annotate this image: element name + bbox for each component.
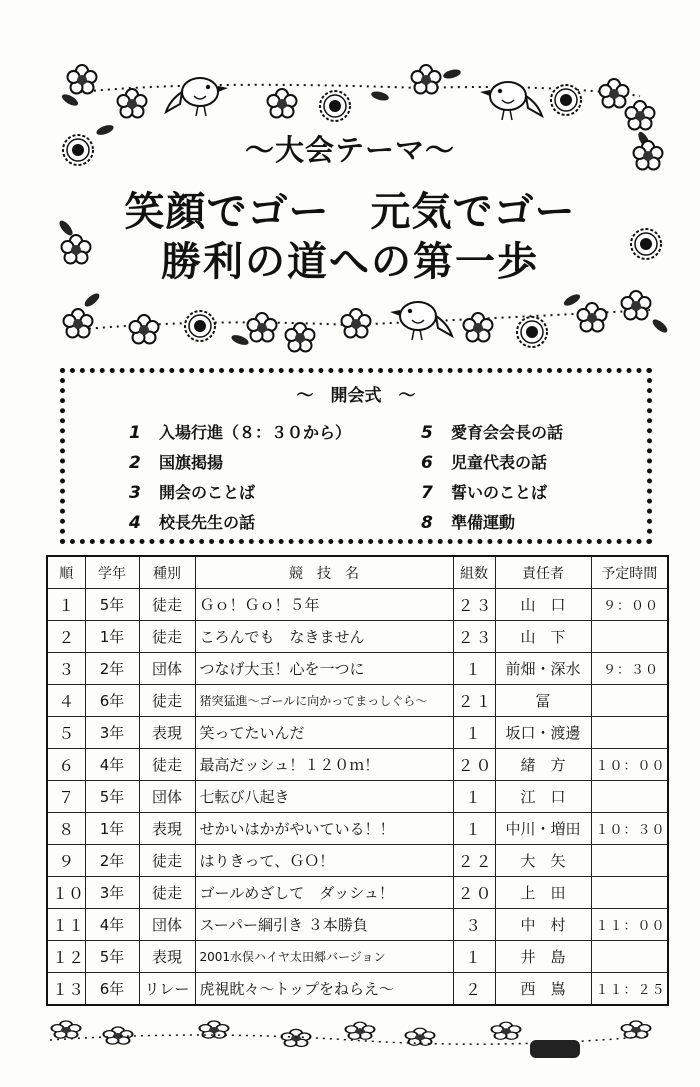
cell-grade: 1年 (85, 813, 139, 845)
cell-time (591, 781, 668, 813)
cell-groups: ２１ (453, 685, 495, 717)
table-row (47, 589, 668, 621)
cell-order: １２ (47, 941, 85, 973)
ceremony-item: 4 校長先生の話 (129, 513, 256, 533)
table-row (47, 781, 668, 813)
table-row (47, 621, 668, 653)
theme-slogan-line1: 笑顔でゴー 元気でゴー (124, 189, 576, 235)
cell-groups: １ (453, 813, 495, 845)
cell-type: 表現 (139, 717, 195, 749)
cell-event: 笑ってたいんだ (195, 717, 453, 749)
cell-event: せかいはかがやいている！！ (195, 813, 453, 845)
cell-event: ころんでも なきません (195, 621, 453, 653)
table-row (47, 941, 668, 973)
cell-type: 団体 (139, 781, 195, 813)
ceremony-item: 5 愛育会会長の話 (421, 423, 564, 443)
cell-order: ２ (47, 621, 85, 653)
table-row (47, 813, 668, 845)
table-row (47, 653, 668, 685)
cell-leader: 中 村 (495, 909, 591, 941)
cell-type: 表現 (139, 813, 195, 845)
opening-ceremony-box (60, 368, 652, 544)
cell-grade: 4年 (85, 749, 139, 781)
cell-event: 最高だッシュ！１２０ｍ！ (195, 749, 453, 781)
cell-time (591, 845, 668, 877)
cell-event: ゴールめざして ダッシュ！ (195, 877, 453, 909)
col-header-grade: 学年 (85, 556, 139, 589)
cell-event: 虎視眈々～トップをねらえ～ (195, 973, 453, 1006)
cell-leader: 大 矢 (495, 845, 591, 877)
cell-time: ９：３０ (591, 653, 668, 685)
cell-time (591, 941, 668, 973)
cell-order: １ (47, 589, 85, 621)
cell-grade: 3年 (85, 877, 139, 909)
cell-groups: ２３ (453, 621, 495, 653)
event-schedule-table (46, 555, 669, 1006)
cell-grade: 2年 (85, 653, 139, 685)
ceremony-item: 7 誓いのことば (421, 483, 548, 503)
cell-type: リレー (139, 973, 195, 1006)
cell-order: ９ (47, 845, 85, 877)
cell-order: ６ (47, 749, 85, 781)
cell-time (591, 685, 668, 717)
cell-groups: ２０ (453, 749, 495, 781)
cell-grade: 5年 (85, 781, 139, 813)
table-row (47, 685, 668, 717)
cell-leader: 山 口 (495, 589, 591, 621)
cell-order: １１ (47, 909, 85, 941)
table-row (47, 717, 668, 749)
table-row (47, 973, 668, 1006)
col-header-groups: 組数 (453, 556, 495, 589)
cell-type: 徒走 (139, 685, 195, 717)
cell-event: 七転び八起き (195, 781, 453, 813)
cell-groups: ２３ (453, 589, 495, 621)
cell-grade: 3年 (85, 717, 139, 749)
cell-event: Ｇｏ！Ｇｏ！５年 (195, 589, 453, 621)
table-header-row (47, 556, 668, 589)
cell-order: １３ (47, 973, 85, 1006)
cell-type: 徒走 (139, 589, 195, 621)
cell-time: １１：２５ (591, 973, 668, 1006)
table-row (47, 749, 668, 781)
cell-event: 2001水俣ハイヤ太田郷バージョン (195, 941, 453, 973)
cell-groups: １ (453, 717, 495, 749)
ceremony-item: 1 入場行進（８：３０から） (129, 423, 352, 443)
cell-order: ３ (47, 653, 85, 685)
opening-ceremony-title: ～ 開会式 ～ (296, 386, 416, 406)
col-header-order: 順 (47, 556, 85, 589)
cell-event: スーパー綱引き ３本勝負 (195, 909, 453, 941)
cell-grade: 2年 (85, 845, 139, 877)
table-row (47, 845, 668, 877)
cell-time (591, 717, 668, 749)
cell-time: ９：００ (591, 589, 668, 621)
cell-leader: 上 田 (495, 877, 591, 909)
table-row (47, 909, 668, 941)
theme-label: ～大会テーマ～ (244, 133, 455, 167)
cell-order: ７ (47, 781, 85, 813)
cell-groups: ２０ (453, 877, 495, 909)
cell-leader: 緒 方 (495, 749, 591, 781)
cell-groups: ２２ (453, 845, 495, 877)
cell-event: はりきって、ＧＯ！ (195, 845, 453, 877)
cell-event: つなげ大玉！心を一つに (195, 653, 453, 685)
cell-groups: ２ (453, 973, 495, 1006)
cell-type: 団体 (139, 653, 195, 685)
cell-time: １１：００ (591, 909, 668, 941)
ceremony-item: 3 開会のことば (129, 483, 256, 503)
cell-grade: 5年 (85, 941, 139, 973)
schedule-body (47, 589, 668, 1006)
cell-grade: 4年 (85, 909, 139, 941)
cell-groups: １ (453, 653, 495, 685)
ceremony-item: 6 児童代表の話 (421, 453, 548, 473)
cell-grade: 5年 (85, 589, 139, 621)
cell-type: 徒走 (139, 749, 195, 781)
cell-time (591, 877, 668, 909)
cell-order: ５ (47, 717, 85, 749)
cell-leader: 西 嶌 (495, 973, 591, 1006)
col-header-leader: 責任者 (495, 556, 591, 589)
cell-type: 徒走 (139, 877, 195, 909)
theme-slogan-line2: 勝利の道への第一歩 (161, 239, 539, 285)
cell-groups: １ (453, 781, 495, 813)
cell-leader: 坂口・渡邊 (495, 717, 591, 749)
cell-time: １０：３０ (591, 813, 668, 845)
cell-leader: 前畑・深水 (495, 653, 591, 685)
cell-grade: 6年 (85, 973, 139, 1006)
cell-order: １０ (47, 877, 85, 909)
cell-leader: 江 口 (495, 781, 591, 813)
cell-leader: 山 下 (495, 621, 591, 653)
cell-type: 徒走 (139, 845, 195, 877)
cell-groups: １ (453, 941, 495, 973)
cell-time: １０：００ (591, 749, 668, 781)
cell-order: ８ (47, 813, 85, 845)
col-header-event: 競 技 名 (195, 556, 453, 589)
ceremony-item: 8 準備運動 (421, 513, 516, 533)
cell-groups: ３ (453, 909, 495, 941)
cell-leader: 井 島 (495, 941, 591, 973)
cell-event: 猪突猛進～ゴールに向かってまっしぐら～ (195, 685, 453, 717)
cell-leader: 中川・増田 (495, 813, 591, 845)
table-row (47, 877, 668, 909)
cell-order: ４ (47, 685, 85, 717)
cell-leader: 冨 (495, 685, 591, 717)
cell-type: 表現 (139, 941, 195, 973)
ceremony-item: 2 国旗掲揚 (129, 453, 224, 473)
cell-type: 団体 (139, 909, 195, 941)
cell-grade: 6年 (85, 685, 139, 717)
col-header-time: 予定時間 (591, 556, 668, 589)
col-header-type: 種別 (139, 556, 195, 589)
cell-type: 徒走 (139, 621, 195, 653)
cell-time (591, 621, 668, 653)
cell-grade: 1年 (85, 621, 139, 653)
